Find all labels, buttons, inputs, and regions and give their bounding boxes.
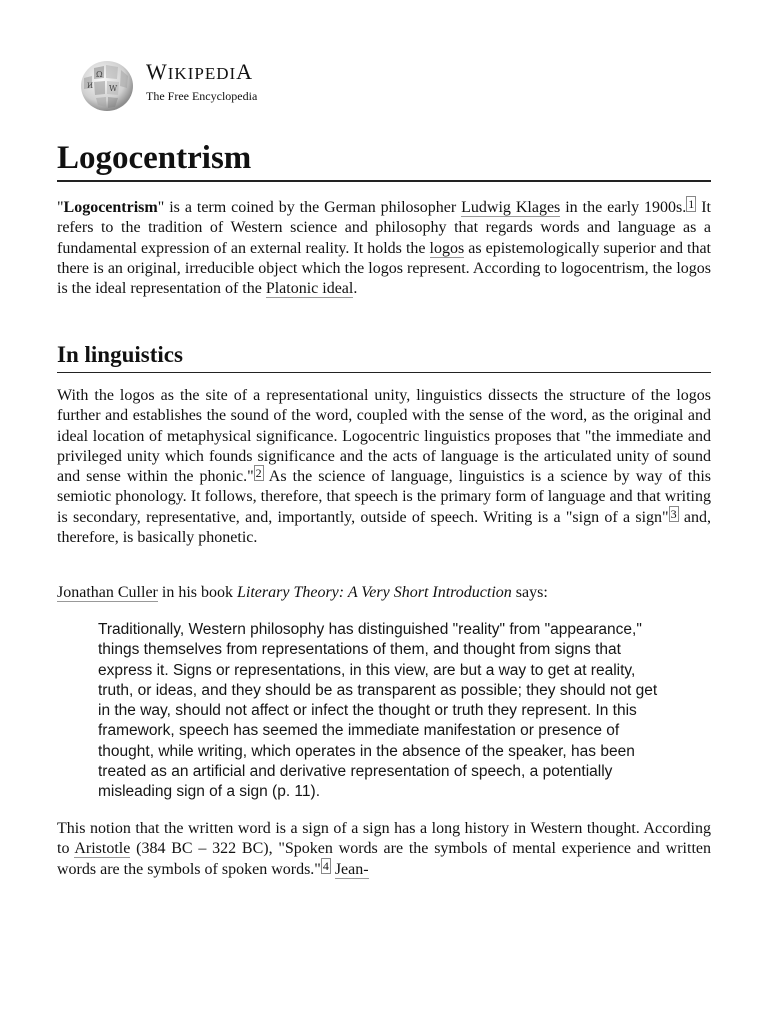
intro-text: " is a term coined by the German philosopher [157, 199, 462, 216]
culler-text: says: [511, 584, 548, 601]
brand-tagline: The Free Encyclopedia [146, 89, 258, 103]
brand-letter-w: W [146, 59, 168, 84]
intro-open-quote: " [57, 199, 64, 216]
linguistics-paragraph [57, 386, 711, 548]
svg-text:Ω: Ω [96, 70, 103, 79]
section-heading-linguistics: In linguistics [57, 340, 711, 373]
intro-term: Logocentrism [63, 199, 158, 216]
wikipedia-globe-logo-icon[interactable] [76, 58, 138, 112]
link-aristotle[interactable]: Aristotle [74, 840, 131, 858]
link-jean[interactable]: Jean- [334, 860, 369, 878]
link-platonic-ideal[interactable]: Platonic ideal [265, 280, 354, 298]
page-title: Logocentrism [57, 138, 711, 182]
svg-text:W: W [109, 84, 118, 93]
intro-paragraph [57, 198, 711, 299]
reference-3[interactable]: 3 [670, 506, 677, 521]
aristotle-text: This notion that the written word is a sign of a sign has a long history in Western thought. According to [57, 820, 711, 858]
book-title: Literary Theory: A Very Short Introduction [237, 584, 512, 601]
link-jonathan-culler[interactable]: Jonathan Culler [57, 584, 158, 601]
intro-text: It refers to the tradition of Western science and philosophy that regards words and language as a fundamental expression of an external reality. It holds the [57, 199, 711, 257]
brand-letter-a: A [236, 59, 254, 84]
block-quote: Traditionally, Western philosophy has distinguished "reality" from "appearance," things themselves from representations of them, and thought from signs that express it. Signs or representations, in this view, are but a way to get at reality, truth, or ideas, and they should be as transparent as possible; they should not get in the way, should not affect or infect the thought or truth they represent. In this framework, speech has seemed the immediate manifestation or presence of thought, while writing, which operates in the absence of the speaker, has been treated as an artificial and derivative representation of speech, a potentially misleading sign of a sign (p. 11). [98, 621, 658, 801]
link-ludwig-klages[interactable]: Ludwig Klages [461, 199, 561, 216]
intro-text: . [353, 280, 358, 298]
linguistics-text: With the logos as the site of a representational unity, linguistics dissects the structure of the logos further and establishes the sound of the word, coupled with the sense of the word, as the original and ideal location of metaphysical significance. Logocentric linguistics proposes that "the immediate and privileged unity which founds significance and the acts of language is the articulated unity of sound and sense within the phonic." [57, 387, 711, 486]
aristotle-paragraph [57, 819, 711, 880]
svg-text:И: И [87, 82, 94, 90]
culler-text: in his book [157, 584, 237, 601]
intro-text: as epistemologically superior and that there is an original, irreducible object which the logos represent. According to logocentrism, the logos is the ideal representation of the [57, 239, 711, 298]
link-logos[interactable]: logos [429, 239, 465, 257]
aristotle-text: (384 BC – 322 BC), "Spoken words are the symbols of mental experience and written words are the symbols of spoken words." [57, 840, 711, 878]
reference-2[interactable]: 2 [255, 466, 262, 481]
reference-1[interactable]: 1 [688, 197, 695, 211]
brand-name [146, 60, 257, 86]
culler-paragraph [57, 583, 711, 603]
wikipedia-wordmark[interactable] [146, 60, 257, 104]
reference-4[interactable]: 4 [322, 858, 329, 873]
linguistics-text: As the science of language, linguistics is a science by way of this semiotic phonology. It follows, therefore, that speech is the primary form of language and that writing is secondary, representative, and, importantly, outside of speech. Writing is a "sign of a sign" [57, 468, 711, 526]
intro-text: in the early 1900s. [560, 199, 687, 216]
linguistics-text: and, therefore, is basically phonetic. [57, 508, 711, 547]
brand-letters: IKIPEDI [167, 64, 237, 83]
